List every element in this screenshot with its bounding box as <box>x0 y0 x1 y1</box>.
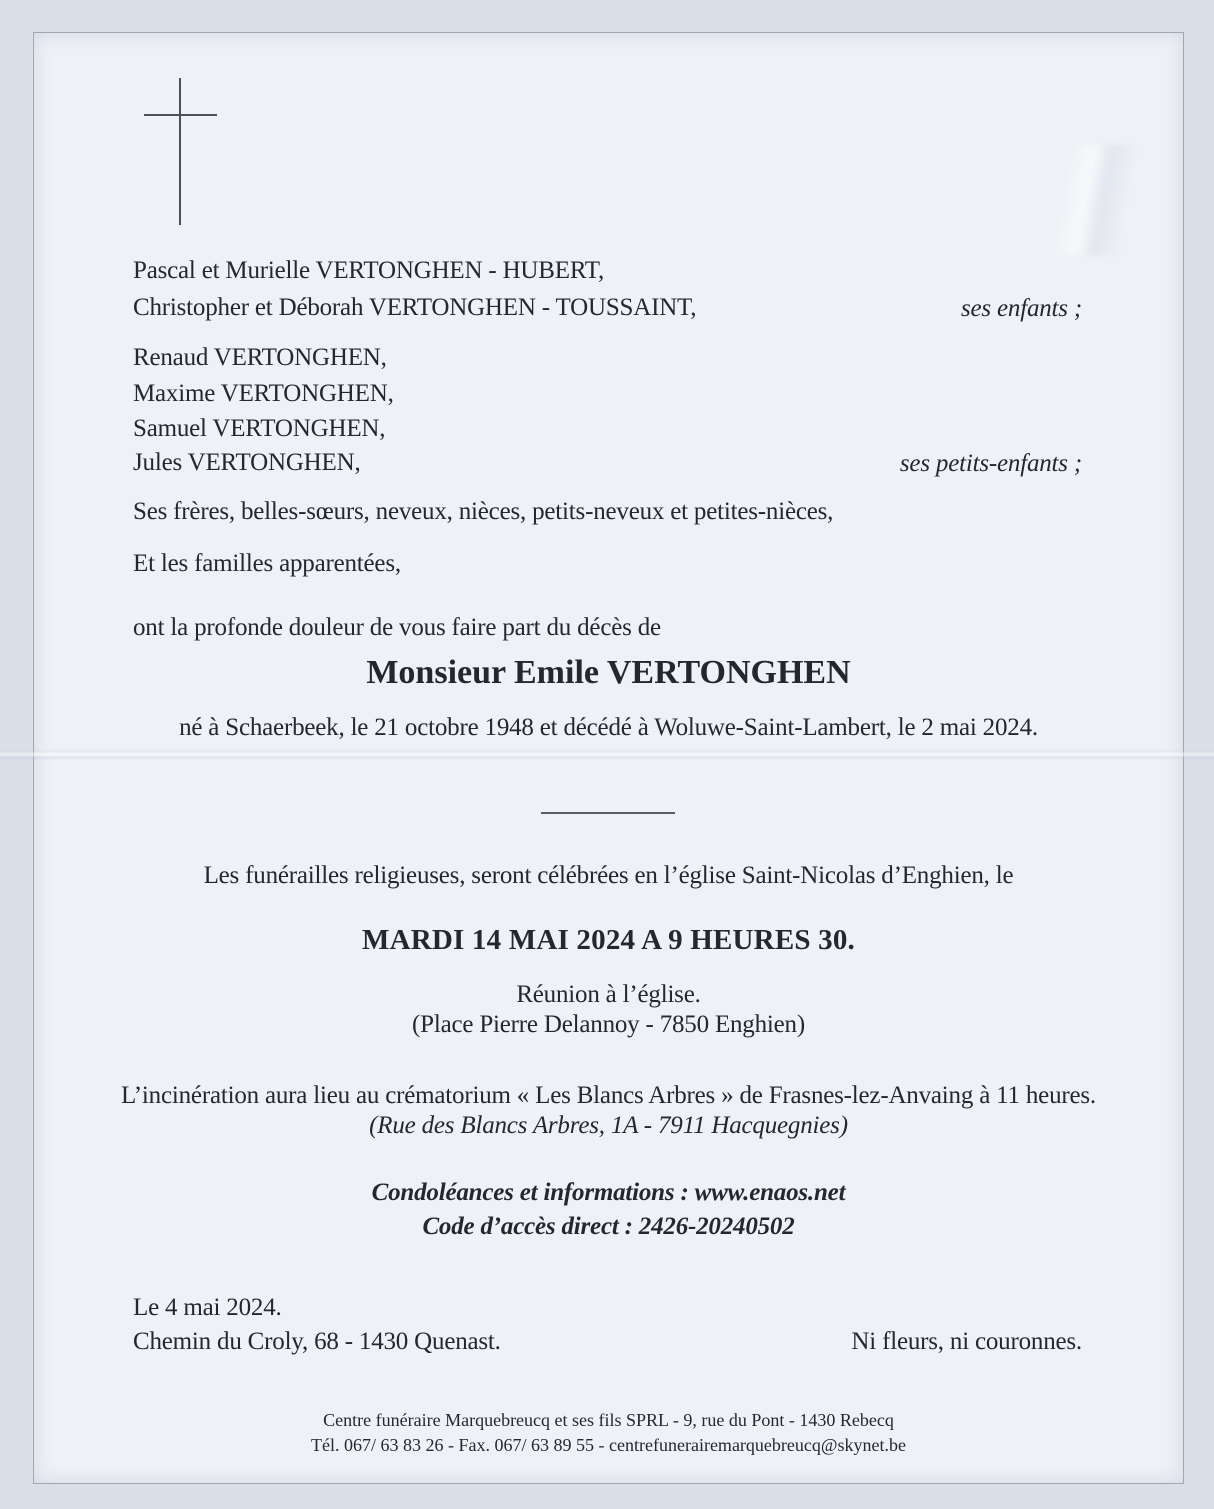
cross-horizontal-bar <box>144 114 217 116</box>
grandchild-line-2: Maxime VERTONGHEN, <box>133 380 394 407</box>
relatives-line: Ses frères, belles-sœurs, neveux, nièces, petits-neveux et petites-nièces, <box>133 498 834 525</box>
no-flowers-note: Ni fleurs, ni couronnes. <box>851 1328 1082 1355</box>
life-dates: né à Schaerbeek, le 21 octobre 1948 et décédé à Woluwe-Saint-Lambert, le 2 mai 2024. <box>179 714 1038 741</box>
church-address: (Place Pierre Delannoy - 7850 Enghien) <box>412 1011 805 1038</box>
signoff-address: Chemin du Croly, 68 - 1430 Quenast. <box>133 1328 501 1355</box>
condolences-website-line: Condoléances et informations : www.enaos.net <box>371 1179 846 1206</box>
section-divider <box>541 812 675 814</box>
related-families-line: Et les familles apparentées, <box>133 550 401 577</box>
announcement-intro: ont la profonde douleur de vous faire part du décès de <box>133 614 661 641</box>
cremation-line: L’incinération aura lieu au crématorium « Les Blancs Arbres » de Frasnes-lez-Anvaing à 11 heures. <box>121 1082 1096 1109</box>
deceased-name: Monsieur Emile VERTONGHEN <box>366 654 851 691</box>
cross-vertical-bar <box>179 78 181 225</box>
service-intro: Les funérailles religieuses, seront célébrées en l’église Saint-Nicolas d’Enghien, le <box>203 862 1014 889</box>
grandchild-line-4: Jules VERTONGHEN, <box>133 449 361 476</box>
children-line-2: Christopher et Déborah VERTONGHEN - TOUSSAINT, <box>133 294 697 321</box>
service-meeting: Réunion à l’église. <box>516 981 701 1008</box>
signoff-date: Le 4 mai 2024. <box>133 1294 282 1321</box>
grandchild-line-3: Samuel VERTONGHEN, <box>133 415 386 442</box>
obituary-card <box>33 32 1184 1484</box>
crematorium-address: (Rue des Blancs Arbres, 1A - 7911 Hacquegnies) <box>369 1112 848 1139</box>
service-datetime: MARDI 14 MAI 2024 A 9 HEURES 30. <box>362 924 855 956</box>
funeral-home-contact-line: Tél. 067/ 63 83 26 - Fax. 067/ 63 89 55 - centrefunerairemarquebreucq@skynet.be <box>311 1435 906 1455</box>
children-label: ses enfants ; <box>961 295 1082 322</box>
children-line-1: Pascal et Murielle VERTONGHEN - HUBERT, <box>133 257 605 284</box>
grandchildren-label: ses petits-enfants ; <box>899 450 1082 477</box>
condolences-access-code-line: Code d’accès direct : 2426-20240502 <box>422 1213 795 1240</box>
grandchild-line-1: Renaud VERTONGHEN, <box>133 344 387 371</box>
funeral-home-line: Centre funéraire Marquebreucq et ses fils SPRL - 9, rue du Pont - 1430 Rebecq <box>323 1410 894 1430</box>
